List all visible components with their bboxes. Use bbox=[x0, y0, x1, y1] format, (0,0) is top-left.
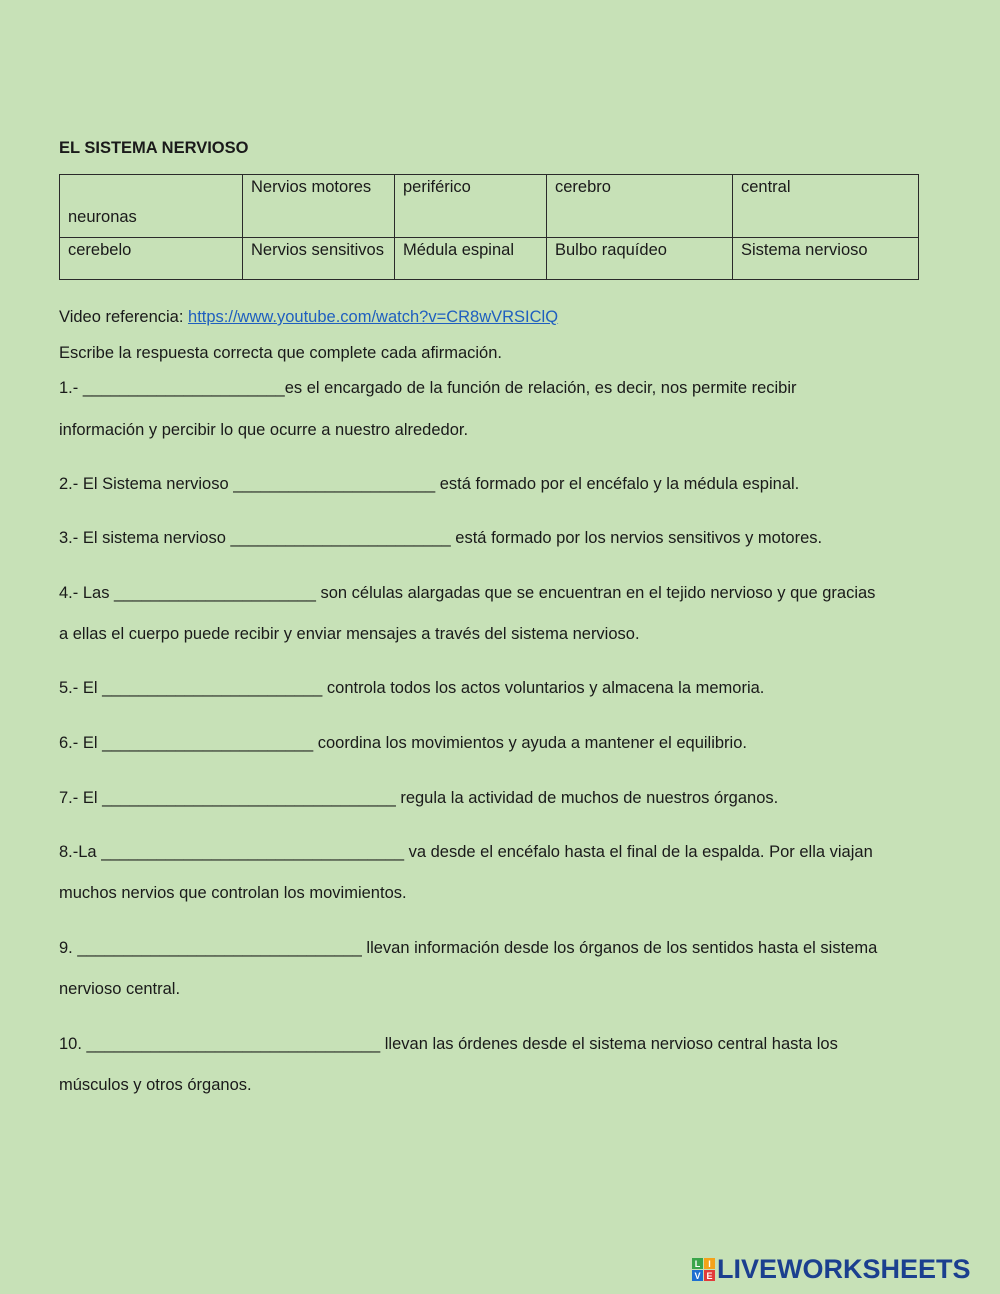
logo-letter: I bbox=[704, 1258, 715, 1269]
question-4-line-1: 4.- Las ______________________ son células alargadas que se encuentran en el tejido nervioso y que gracias bbox=[59, 584, 876, 602]
question-10-line-2: músculos y otros órganos. bbox=[59, 1076, 252, 1094]
question-6: 6.- El _______________________ coordina los movimientos y ayuda a mantener el equilibrio. bbox=[59, 734, 747, 752]
question-7: 7.- El ________________________________ regula la actividad de muchos de nuestros órganos. bbox=[59, 789, 779, 807]
word-bank-row bbox=[60, 175, 919, 238]
word-cell: central bbox=[733, 175, 919, 238]
word-cell: neuronas bbox=[60, 175, 243, 238]
logo-text: LIVEWORKSHEETS bbox=[717, 1254, 971, 1284]
question-8-line-2: muchos nervios que controlan los movimientos. bbox=[59, 884, 407, 902]
question-10-line-1: 10. ________________________________ llevan las órdenes desde el sistema nervioso central hasta los bbox=[59, 1035, 838, 1053]
question-1-line-1: 1.- ______________________es el encargado de la función de relación, es decir, nos permite recibir bbox=[59, 379, 797, 397]
word-bank-row bbox=[60, 238, 919, 280]
word-cell: Sistema nervioso bbox=[733, 238, 919, 280]
word-cell: Nervios sensitivos bbox=[243, 238, 395, 280]
word-cell: periférico bbox=[395, 175, 547, 238]
question-5: 5.- El ________________________ controla todos los actos voluntarios y almacena la memoria. bbox=[59, 679, 765, 697]
worksheet-title: EL SISTEMA NERVIOSO bbox=[59, 139, 249, 157]
instruction-text: Escribe la respuesta correcta que complete cada afirmación. bbox=[59, 344, 502, 362]
word-cell: Bulbo raquídeo bbox=[547, 238, 733, 280]
word-cell: cerebro bbox=[547, 175, 733, 238]
question-8-line-1: 8.-La _________________________________ va desde el encéfalo hasta el final de la espalda. Por ella viajan bbox=[59, 843, 873, 861]
logo-letter: L bbox=[692, 1258, 703, 1269]
video-reference bbox=[59, 308, 558, 327]
word-cell: Nervios motores bbox=[243, 175, 395, 238]
logo-letter: E bbox=[704, 1270, 715, 1281]
question-9-line-2: nervioso central. bbox=[59, 980, 181, 998]
question-4-line-2: a ellas el cuerpo puede recibir y enviar mensajes a través del sistema nervioso. bbox=[59, 625, 640, 643]
word-cell: Médula espinal bbox=[395, 238, 547, 280]
question-2: 2.- El Sistema nervioso ______________________ está formado por el encéfalo y la médula espinal. bbox=[59, 475, 800, 493]
logo-mark-icon bbox=[692, 1258, 715, 1281]
question-9-line-1: 9. _______________________________ llevan información desde los órganos de los sentidos hasta el sistema bbox=[59, 939, 878, 957]
word-bank-table bbox=[59, 174, 919, 280]
liveworksheets-logo bbox=[692, 1254, 971, 1285]
question-1-line-2: información y percibir lo que ocurre a nuestro alrededor. bbox=[59, 421, 469, 439]
video-link[interactable]: https://www.youtube.com/watch?v=CR8wVRSIClQ bbox=[188, 308, 559, 326]
logo-letter: V bbox=[692, 1270, 703, 1281]
word-cell: cerebelo bbox=[60, 238, 243, 280]
question-3: 3.- El sistema nervioso ________________________ está formado por los nervios sensitivos y motores. bbox=[59, 529, 823, 547]
video-reference-label: Video referencia: bbox=[59, 308, 189, 326]
